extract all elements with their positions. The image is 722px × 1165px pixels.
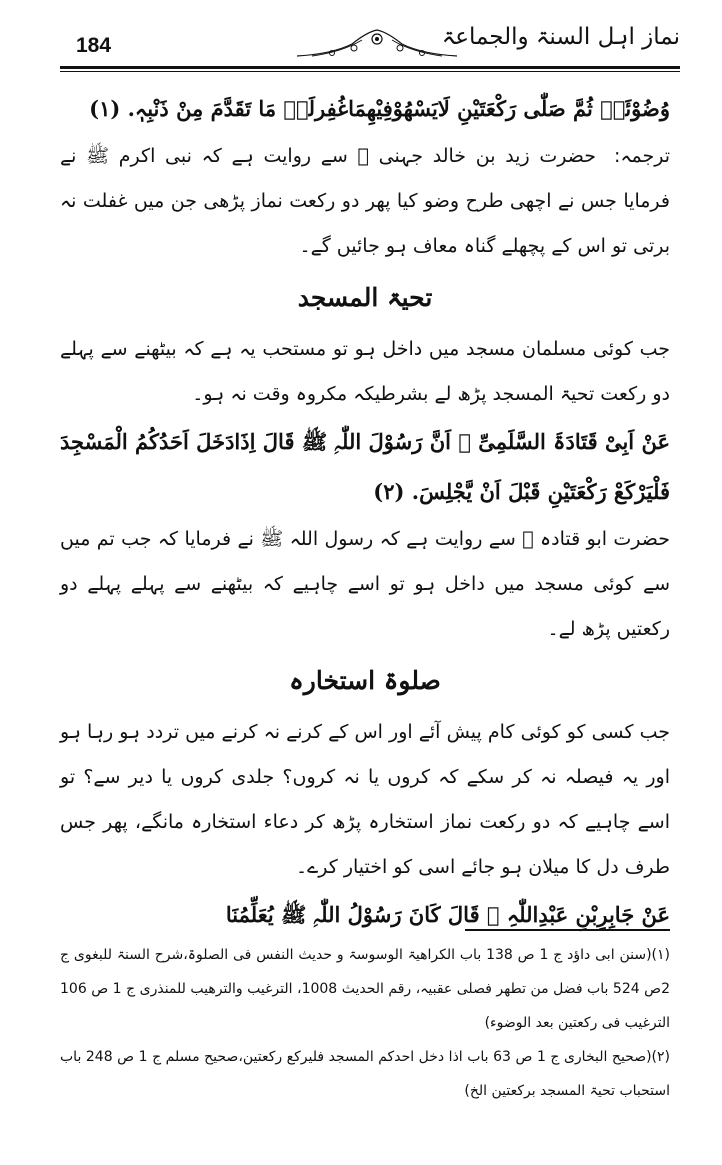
translation-paragraph: [60, 134, 670, 269]
header-rule: [60, 66, 680, 69]
page-number: 184: [76, 34, 112, 57]
main-text: [60, 84, 670, 940]
running-title: نماز اہل السنۃ والجماعۃ: [441, 24, 680, 50]
translation-text: حضرت زید بن خالد جہنی ﷜ سے روایت ہے کہ نبی اکرم ﷺ نے فرمایا جس نے اچھی طرح وضو کیا پھر دو رکعت نماز پڑھی جن میں غفلت نہ برتی تو اس کے پچھلے گناہ معاف ہو جائیں گے۔: [60, 145, 670, 257]
section-heading-salat-istikhara: صلوۃ استخارہ: [289, 666, 441, 695]
footnotes: [60, 938, 670, 1108]
hadith-arabic-2: عَنْ اَبِیْ قَتَادَۃَ السَّلَمِیِّ ﷜ اَنَّ رَسُوْلَ اللّٰہِ ﷺ قَالَ اِذَادَخَلَ اَحَدُکُمُ الْمَسْجِدَ فَلْیَرْکَعْ رَکْعَتَیْنِ قَبْلَ اَنْ یَّجْلِسَ. (۲): [60, 429, 670, 504]
header-rule-thin: [60, 71, 680, 72]
hadith-arabic-3-start: عَنْ جَابِرِبْنِ عَبْدِاللّٰہِ ﷜ قَالَ کَانَ رَسُوْلُ اللّٰہِ ﷺ یُعَلِّمُنَا: [225, 902, 670, 927]
hadith-translation-2: حضرت ابو قتادہ ﷜ سے روایت ہے کہ رسول اللہ ﷺ نے فرمایا کہ جب تم میں سے کوئی مسجد میں داخل ہو تو اسے چاہیے کہ بیٹھنے سے پہلے پہلے دو رکعتیں پڑھ لے۔: [60, 528, 670, 640]
header-ornament-icon: [292, 26, 462, 60]
footnote-divider: [465, 929, 670, 931]
hadith-arabic-1-end: وُضُوْئَہٗ ثُمَّ صَلّٰی رَکْعَتَیْنِ لَایَسْھُوْفِیْھِمَاغُفِرلَہٗ مَا تَقَدَّمَ مِنْ ذَنْبِہٖ. (۱): [89, 96, 670, 121]
page-header: [60, 22, 680, 72]
section-heading-tahiyyat-al-masjid: تحیۃ المسجد: [297, 283, 433, 312]
translation-label: ترجمہ:: [613, 145, 670, 167]
footnote-2: (۲)(صحیح البخاری ج 1 ص 63 باب اذا دخل احدکم المسجد فلیرکع رکعتین،صحیح مسلم ج 1 ص 248 باب استحباب تحیۃ المسجد برکعتین الخ): [60, 1049, 671, 1099]
paragraph-tahiyyat-intro: جب کوئی مسلمان مسجد میں داخل ہو تو مستحب یہ ہے کہ بیٹھنے سے پہلے دو رکعت تحیۃ المسجد پڑھ لے بشرطیکہ مکروہ وقت نہ ہو۔: [60, 338, 670, 405]
footnote-1: (۱)(سنن ابی داؤد ج 1 ص 138 باب الکراھیۃ الوسوسۃ و حدیث النفس فی الصلوۃ،شرح السنۃ للبغوی ج 2ص 524 باب فضل من تطھر فصلی عقبیہ، رقم الحدیث 1008، الترغیب والترھیب للمنذری ج 1 ص 106 الترغیب فی رکعتین بعد الوضوء): [60, 947, 670, 1031]
paragraph-istikhara-intro: جب کسی کو کوئی کام پیش آئے اور اس کے کرنے نہ کرنے میں تردد ہو رہا ہو اور یہ فیصلہ نہ کر سکے کہ کروں یا نہ کروں؟ جلدی کروں یا دیر سے؟ تو اسے چاہیے کہ دو رکعت نماز استخارہ پڑھ کر دعاء استخارہ مانگے، پھر جس طرف دل کا میلان ہو جائے اسی کو اختیار کرے۔: [60, 721, 670, 878]
